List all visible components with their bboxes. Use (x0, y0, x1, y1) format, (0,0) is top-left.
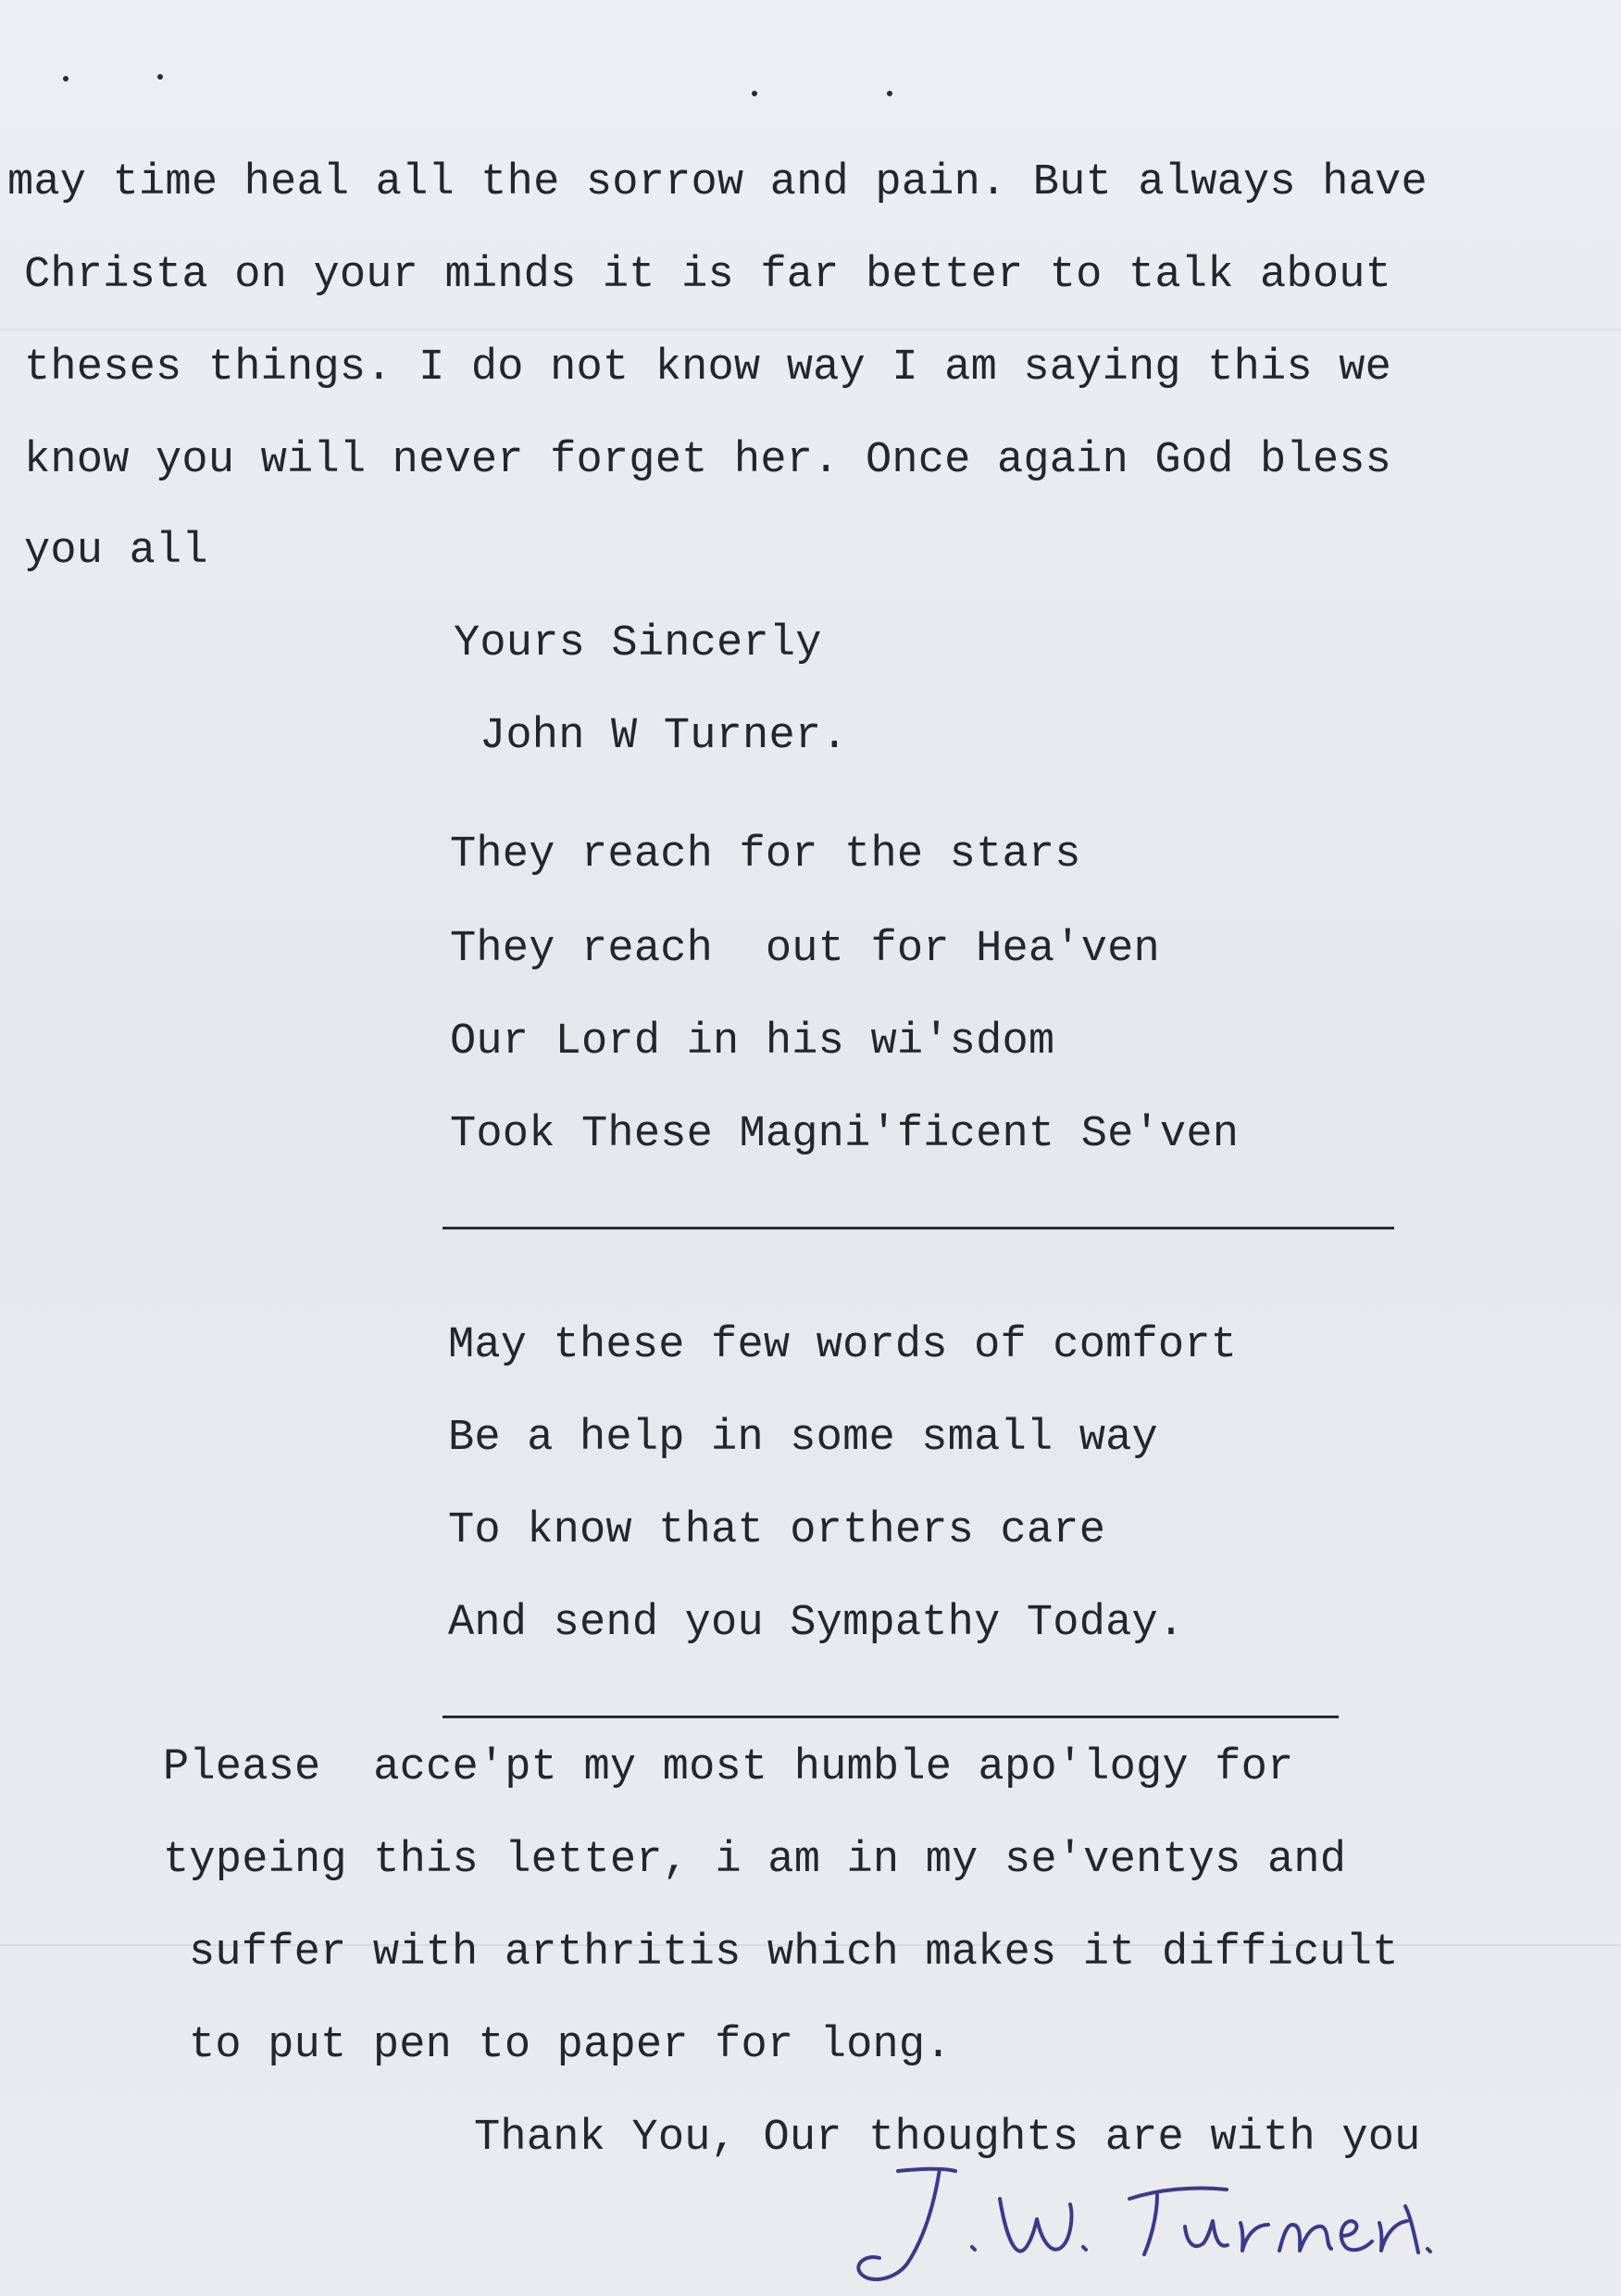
closing-salutation: Yours Sincerly (454, 619, 822, 668)
divider-rule (443, 1227, 1394, 1229)
poem-line: Be a help in some small way (448, 1414, 1158, 1463)
sign-off-line: Thank You, Our thoughts are with you (474, 2114, 1421, 2163)
poem-line: May these few words of comfort (448, 1321, 1238, 1370)
apology-line: to put pen to paper for long. (189, 2021, 952, 2070)
ink-speck (752, 91, 757, 96)
sender-name: John W Turner. (480, 712, 848, 761)
apology-line: Please acce'pt my most humble apo'logy for (163, 1743, 1294, 1792)
handwritten-signature (852, 2162, 1444, 2291)
apology-line: typeing this letter, i am in my se'ventys and (163, 1836, 1347, 1885)
poem-line: They reach for the stars (450, 830, 1081, 880)
poem-line: To know that orthers care (448, 1506, 1106, 1555)
body-text-line: Christa on your minds it is far better to talk about (24, 251, 1392, 300)
poem-line: They reach out for Hea'ven (450, 925, 1160, 974)
ink-speck (63, 76, 69, 81)
ink-speck (887, 91, 892, 96)
body-text-line: theses things. I do not know way I am saying this we (24, 343, 1392, 393)
body-text-line: know you will never forget her. Once again God bless (24, 436, 1392, 485)
poem-line: Took These Magni'ficent Se'ven (450, 1110, 1240, 1159)
poem-line: And send you Sympathy Today. (448, 1599, 1185, 1648)
poem-line: Our Lord in his wi'sdom (450, 1017, 1055, 1067)
divider-rule (443, 1716, 1339, 1718)
paper-crease (0, 329, 1621, 331)
body-text-line: may time heal all the sorrow and pain. But always have (7, 158, 1428, 207)
ink-speck (157, 74, 163, 80)
body-text-line: you all (24, 527, 208, 576)
apology-line: suffer with arthritis which makes it difficult (189, 1928, 1399, 1978)
